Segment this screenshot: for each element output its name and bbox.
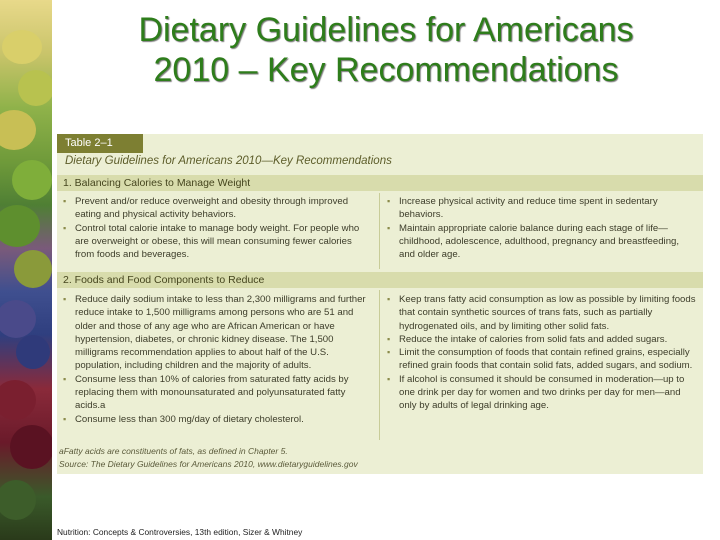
section-1-right [385,195,697,261]
list-item: ▪ Maintain appropriate calorie balance during each stage of life—childhood, adolescence, adulthood, pregnancy and breastfeeding, and older age. [385,222,697,262]
list-item: ▪ Increase physical activity and reduce time spent in sedentary behaviors. [385,195,697,222]
title-line-1: Dietary Guidelines for Americans [138,11,634,49]
guidelines-table [57,134,703,474]
produce-image [0,0,52,540]
list-item: ▪ Limit the consumption of foods that contain refined grains, especially refined grain foods that contain solid fats, added sugars, and sodium. [385,346,697,373]
table-source: Source: The Dietary Guidelines for Americans 2010, www.dietaryguidelines.gov [59,459,358,469]
section-heading: 2. Foods and Food Components to Reduce [57,272,703,288]
list-item: ▪ Consume less than 300 mg/day of dietary cholesterol. [61,413,373,426]
section-heading: 1. Balancing Calories to Manage Weight [57,175,703,191]
list-item: ▪ Keep trans fatty acid consumption as low as possible by limiting foods that contain synthetic sources of trans fats, such as partially hydrogenated oils, and by limiting other solid fats. [385,293,697,333]
section-1-left [61,195,373,261]
section-2-right [385,293,697,413]
list-item: ▪ Reduce daily sodium intake to less than 2,300 milligrams and further reduce intake to 1,500 milligrams among persons who are 51 and older and those of any age who are African American or have hypertension, diabetes, or chronic kidney disease. The 1,500 milligrams recommendation applies to about half of the U.S. population, including children and the majority of adults. [61,293,373,373]
list-item: ▪ Control total calorie intake to manage body weight. For people who are overweight or obese, this will mean consuming fewer calories from foods and beverages. [61,222,373,262]
list-item: ▪ Prevent and/or reduce overweight and obesity through improved eating and physical activity behaviors. [61,195,373,222]
column-divider [379,193,380,269]
list-item: ▪ Reduce the intake of calories from solid fats and added sugars. [385,333,697,346]
table-title: Dietary Guidelines for Americans 2010—Key Recommendations [65,155,392,167]
table-label: Table 2–1 [57,134,143,153]
slide-footer: Nutrition: Concepts & Controversies, 13th edition, Sizer & Whitney [57,527,303,537]
section-2-left [61,293,373,426]
table-footnote: aFatty acids are constituents of fats, as defined in Chapter 5. [59,446,288,456]
list-item: ▪ Consume less than 10% of calories from saturated fatty acids by replacing them with monounsaturated and polyunsaturated fatty acids.a [61,373,373,413]
slide-title [52,10,720,90]
list-item: ▪ If alcohol is consumed it should be consumed in moderation—up to one drink per day for women and two drinks per day for men—and only by adults of legal drinking age. [385,373,697,413]
column-divider [379,290,380,440]
title-line-2: 2010 – Key Recommendations [153,51,619,89]
